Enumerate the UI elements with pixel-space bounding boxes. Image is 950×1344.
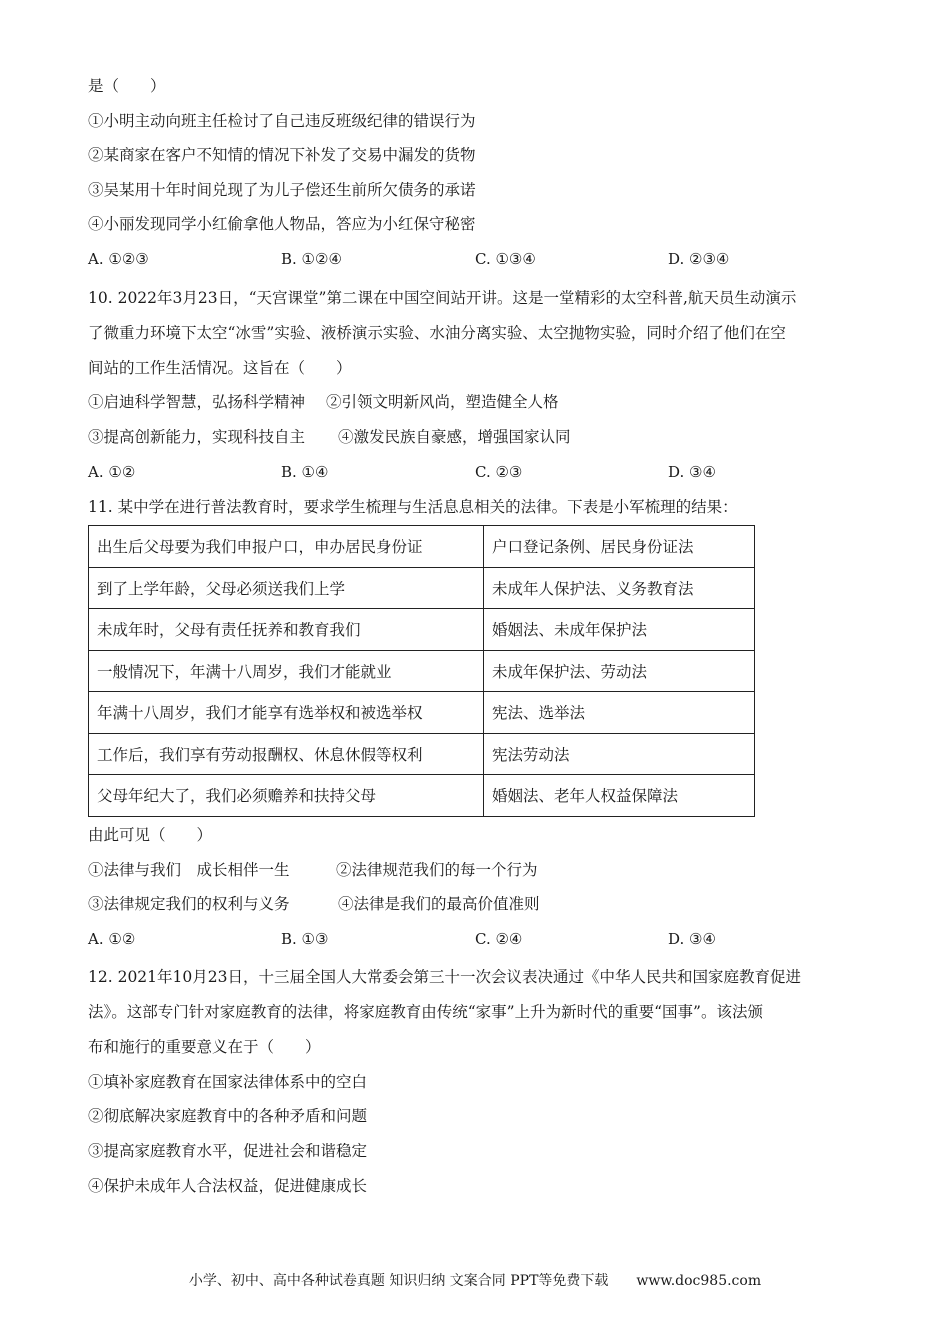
table-cell-situation: 未成年时，父母有责任抚养和教育我们 bbox=[89, 609, 484, 651]
q12-item-1: ①填补家庭教育在国家法律体系中的空白 bbox=[88, 1073, 368, 1091]
q11-options bbox=[88, 929, 788, 949]
law-table bbox=[88, 525, 755, 817]
q11-option-b: B. ①③ bbox=[281, 930, 329, 948]
table-cell-situation: 父母年纪大了，我们必须赡养和扶持父母 bbox=[89, 775, 484, 817]
table-cell-situation: 一般情况下，年满十八周岁，我们才能就业 bbox=[89, 650, 484, 692]
table-cell-law: 未成年人保护法、义务教育法 bbox=[484, 567, 755, 609]
table-row bbox=[89, 775, 755, 817]
q11-stem: 11. 某中学在进行普法教育时，要求学生梳理与生活息息相关的法律。下表是小军梳理的结果： bbox=[88, 498, 738, 516]
q10-item-2: ②引领文明新风尚，塑造健全人格 bbox=[326, 393, 559, 411]
q10-option-c: C. ②③ bbox=[475, 463, 523, 481]
q11-item-1: ①法律与我们 成长相伴一生 bbox=[88, 861, 290, 879]
q11-items-row-1 bbox=[88, 860, 788, 880]
q9-option-a: A. ①②③ bbox=[88, 250, 149, 268]
q9-item-1: ①小明主动向班主任检讨了自己违反班级纪律的错误行为 bbox=[88, 112, 476, 130]
q10-option-a: A. ①② bbox=[88, 463, 136, 481]
q11-option-d: D. ③④ bbox=[668, 930, 716, 948]
q11-item-4: ④法律是我们的最高价值准则 bbox=[338, 895, 540, 913]
q10-option-b: B. ①④ bbox=[281, 463, 329, 481]
q11-items-row-2 bbox=[88, 894, 788, 914]
table-row bbox=[89, 526, 755, 568]
q10-stem-line-1: 10. 2022年3月23日，“天宫课堂”第二课在中国空间站开讲。这是一堂精彩的太空科普,航天员生动演示 bbox=[88, 289, 797, 307]
q11-item-2: ②法律规范我们的每一个行为 bbox=[336, 861, 538, 879]
q10-item-4: ④激发民族自豪感，增强国家认同 bbox=[338, 428, 571, 446]
q10-stem-line-3: 间站的工作生活情况。这旨在（ ） bbox=[88, 359, 352, 377]
q10-option-d: D. ③④ bbox=[668, 463, 716, 481]
q9-options bbox=[88, 249, 788, 269]
table-row bbox=[89, 650, 755, 692]
table-cell-situation: 到了上学年龄，父母必须送我们上学 bbox=[89, 567, 484, 609]
q11-item-3: ③法律规定我们的权利与义务 bbox=[88, 895, 290, 913]
table-cell-law: 宪法劳动法 bbox=[484, 733, 755, 775]
q12-item-3: ③提高家庭教育水平，促进社会和谐稳定 bbox=[88, 1142, 368, 1160]
q11-option-c: C. ②④ bbox=[475, 930, 523, 948]
q9-option-b: B. ①②④ bbox=[281, 250, 342, 268]
q12-stem-line-3: 布和施行的重要意义在于（ ） bbox=[88, 1038, 321, 1056]
q9-item-3: ③吴某用十年时间兑现了为儿子偿还生前所欠债务的承诺 bbox=[88, 181, 476, 199]
table-cell-law: 未成年保护法、劳动法 bbox=[484, 650, 755, 692]
q9-item-4: ④小丽发现同学小红偷拿他人物品，答应为小红保守秘密 bbox=[88, 215, 476, 233]
q9-option-c: C. ①③④ bbox=[475, 250, 536, 268]
table-row bbox=[89, 692, 755, 734]
table-cell-law: 婚姻法、未成年保护法 bbox=[484, 609, 755, 651]
q12-stem-line-1: 12. 2021年10月23日，十三届全国人大常委会第三十一次会议表决通过《中华人民共和国家庭教育促进 bbox=[88, 968, 801, 986]
q10-item-1: ①启迪科学智慧，弘扬科学精神 bbox=[88, 393, 306, 411]
q11-option-a: A. ①② bbox=[88, 930, 136, 948]
q10-item-3: ③提高创新能力，实现科技自主 bbox=[88, 428, 306, 446]
table-row bbox=[89, 609, 755, 651]
table-cell-situation: 出生后父母要为我们申报户口，申办居民身份证 bbox=[89, 526, 484, 568]
q10-options bbox=[88, 462, 788, 482]
q9-stem-tail: 是（ ） bbox=[88, 77, 166, 95]
law-table-body bbox=[89, 526, 755, 817]
q11-after: 由此可见（ ） bbox=[88, 826, 213, 844]
q12-item-2: ②彻底解决家庭教育中的各种矛盾和问题 bbox=[88, 1107, 368, 1125]
table-cell-law: 户口登记条例、居民身份证法 bbox=[484, 526, 755, 568]
q9-item-2: ②某商家在客户不知情的情况下补发了交易中漏发的货物 bbox=[88, 146, 476, 164]
table-row bbox=[89, 733, 755, 775]
q10-items-row-2 bbox=[88, 427, 788, 447]
table-row bbox=[89, 567, 755, 609]
q12-stem-line-2: 法》。这部专门针对家庭教育的法律，将家庭教育由传统“家事”上升为新时代的重要“国事”。该法颁 bbox=[88, 1003, 763, 1021]
q10-stem-line-2: 了微重力环境下太空“冰雪”实验、液桥演示实验、水油分离实验、太空抛物实验，同时介绍了他们在空 bbox=[88, 324, 786, 342]
q9-option-d: D. ②③④ bbox=[668, 250, 730, 268]
table-cell-law: 宪法、选举法 bbox=[484, 692, 755, 734]
q12-item-4: ④保护未成年人合法权益，促进健康成长 bbox=[88, 1177, 368, 1195]
q10-items-row-1 bbox=[88, 392, 788, 412]
table-cell-situation: 年满十八周岁，我们才能享有选举权和被选举权 bbox=[89, 692, 484, 734]
table-cell-situation: 工作后，我们享有劳动报酬权、休息休假等权利 bbox=[89, 733, 484, 775]
table-cell-law: 婚姻法、老年人权益保障法 bbox=[484, 775, 755, 817]
page-footer: 小学、初中、高中各种试卷真题 知识归纳 文案合同 PPT等免费下载 www.doc985.com bbox=[188, 1273, 762, 1289]
